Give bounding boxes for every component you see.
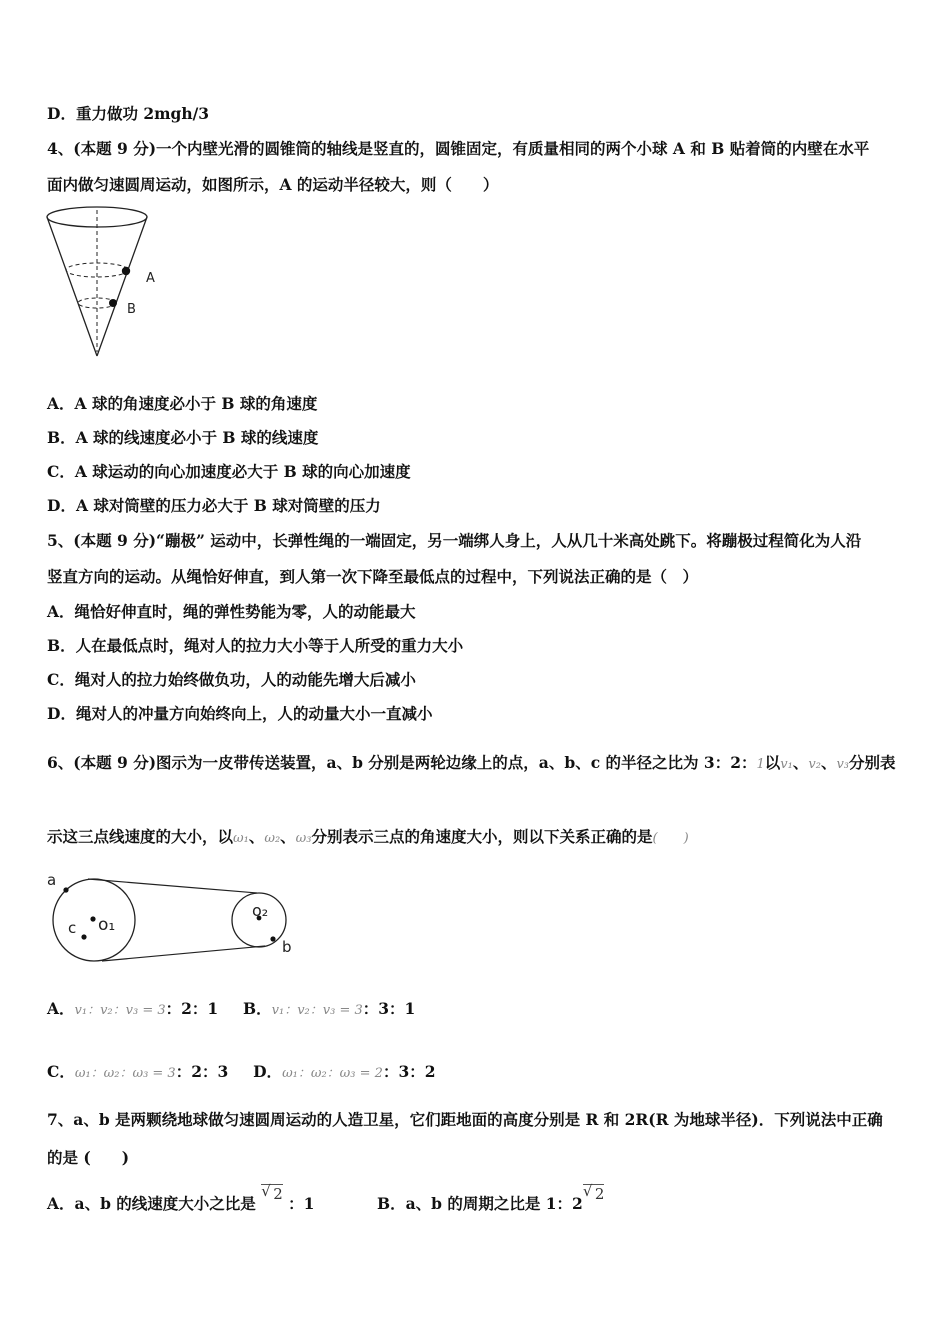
- q6-opt-d-expr: ω₁：ω₂：ω₃ = 2: [282, 1066, 383, 1081]
- q6-v2: v₂: [808, 757, 821, 772]
- q6-opt-a-expr: v₁：v₂：v₃ = 3: [74, 1003, 166, 1018]
- q6-opt-b-tail: ：3：1: [362, 999, 416, 1018]
- q6-w1: ω₁: [233, 831, 249, 846]
- ball-a: [122, 267, 130, 275]
- cone-figure: [40, 200, 180, 365]
- q6-opt-a-label: A．: [47, 999, 75, 1018]
- q6-paren: ( ): [652, 831, 689, 846]
- q6-opt-b-label: B．: [243, 999, 272, 1018]
- q6-sep3: 、: [248, 827, 265, 846]
- q4-stem-line1: 4、(本题 9 分)一个内壁光滑的圆锥筒的轴线是竖直的，圆锥固定，有质量相同的两个小球 A 和 B 贴着筒的内壁在水平: [47, 139, 870, 158]
- q6-w2: ω₂: [264, 831, 281, 846]
- fig-label-b: b: [282, 938, 292, 956]
- belt-figure: [40, 868, 310, 968]
- cone-left-side: [47, 217, 97, 356]
- q7-stem-line1: 7、a、b 是两颗绕地球做匀速圆周运动的人造卫星，它们距地面的高度分别是 R 和 2R(R 为地球半径)．下列说法中正确: [47, 1110, 883, 1129]
- q6-options-cd: [47, 1060, 436, 1082]
- q6-opt-d-label: D．: [253, 1062, 283, 1081]
- belt-top: [88, 879, 257, 893]
- q6-opt-c-expr: ω₁：ω₂：ω₃ = 3: [74, 1066, 176, 1081]
- label-b: B: [127, 302, 136, 317]
- q6-sep1: 、: [792, 753, 809, 772]
- q7-opt-a-tail: ：1: [288, 1194, 315, 1213]
- belt-bottom: [102, 946, 265, 961]
- q5-stem-line1: 5、(本题 9 分)“蹦极” 运动中，长弹性绳的一端固定，另一端绑人身上，人从几十米高处跳下。将蹦极过程简化为人沿: [47, 531, 862, 550]
- q6-w3: ω₃: [295, 831, 312, 846]
- q6-stem-line2: [47, 825, 689, 847]
- label-a: A: [146, 271, 155, 286]
- q6-line2-b: 分别表示三点的角速度大小，则以下关系正确的是: [311, 827, 653, 846]
- q7-opt-a-sqrt: √ 2: [261, 1184, 283, 1203]
- q3-option-d: D．重力做功 2mgh/3: [47, 104, 210, 123]
- fig-label-o2: o₂: [252, 901, 269, 920]
- q5-option-d: D．绳对人的冲量方向始终向上，人的动量大小一直减小: [47, 704, 433, 723]
- q6-sep4: 、: [280, 827, 296, 846]
- q7-option-a: [47, 1185, 315, 1214]
- q7-opt-b-text: B．a、b 的周期之比是 1：2: [377, 1194, 583, 1213]
- q5-stem-line2: 竖直方向的运动。从绳恰好伸直，到人第一次下降至最低点的过程中，下列说法正确的是（ ）: [47, 567, 699, 586]
- fig-label-c: c: [68, 919, 77, 937]
- q4-option-d: D．A 球对筒壁的压力必大于 B 球对筒壁的压力: [47, 496, 381, 515]
- q7-option-b: [377, 1185, 605, 1214]
- q6-stem-c: 分别表: [849, 753, 896, 772]
- q4-option-a: A．A 球的角速度必小于 B 球的角速度: [47, 394, 318, 413]
- q6-v3: v₃: [836, 757, 850, 772]
- q6-opt-b-expr: v₁：v₂：v₃ = 3: [271, 1003, 363, 1018]
- q6-options-ab: [47, 997, 415, 1019]
- point-b: [270, 936, 275, 941]
- fig-label-a: a: [47, 871, 57, 889]
- point-a: [63, 887, 68, 892]
- q6-stem-line1: [47, 751, 896, 773]
- q7-opt-a-text: A．a、b 的线速度大小之比是: [47, 1194, 256, 1213]
- q7-opt-b-sqrt: √ 2: [583, 1184, 605, 1203]
- q7-stem-line2: 的是 ( ): [47, 1148, 130, 1167]
- fig-label-o1: o₁: [98, 915, 116, 935]
- q6-stem-b: 以: [764, 753, 781, 772]
- q4-option-c: C．A 球运动的向心加速度必大于 B 球的向心加速度: [47, 462, 411, 481]
- q6-opt-c-label: C．: [47, 1062, 75, 1081]
- q6-opt-c-tail: ：2：3: [175, 1062, 229, 1081]
- q5-option-c: C．绳对人的拉力始终做负功，人的动能先增大后减小: [47, 670, 416, 689]
- q6-stem-a: 6、(本题 9 分)图示为一皮带传送装置，a、b 分别是两轮边缘上的点，a、b、c 的半径之比为 3：2：: [47, 753, 757, 772]
- q6-v1: v₁: [780, 757, 793, 772]
- q6-eq1: 1: [756, 757, 765, 772]
- q4-option-b: B．A 球的线速度必小于 B 球的线速度: [47, 428, 319, 447]
- q4-stem-line2: 面内做匀速圆周运动，如图所示，A 的运动半径较大，则（ ）: [47, 175, 499, 194]
- cone-right-side: [97, 217, 147, 356]
- q6-sep2: 、: [820, 753, 837, 772]
- q5-option-b: B．人在最低点时，绳对人的拉力大小等于人所受的重力大小: [47, 636, 464, 655]
- q6-line2-a: 示这三点线速度的大小，以: [47, 827, 234, 846]
- q6-opt-a-tail: ：2：1: [165, 999, 219, 1018]
- ball-b: [109, 299, 117, 307]
- point-c: [81, 934, 86, 939]
- q6-opt-d-tail: ：3：2: [382, 1062, 436, 1081]
- q5-option-a: A．绳恰好伸直时，绳的弹性势能为零，人的动能最大: [47, 602, 416, 621]
- point-o1: [90, 916, 95, 921]
